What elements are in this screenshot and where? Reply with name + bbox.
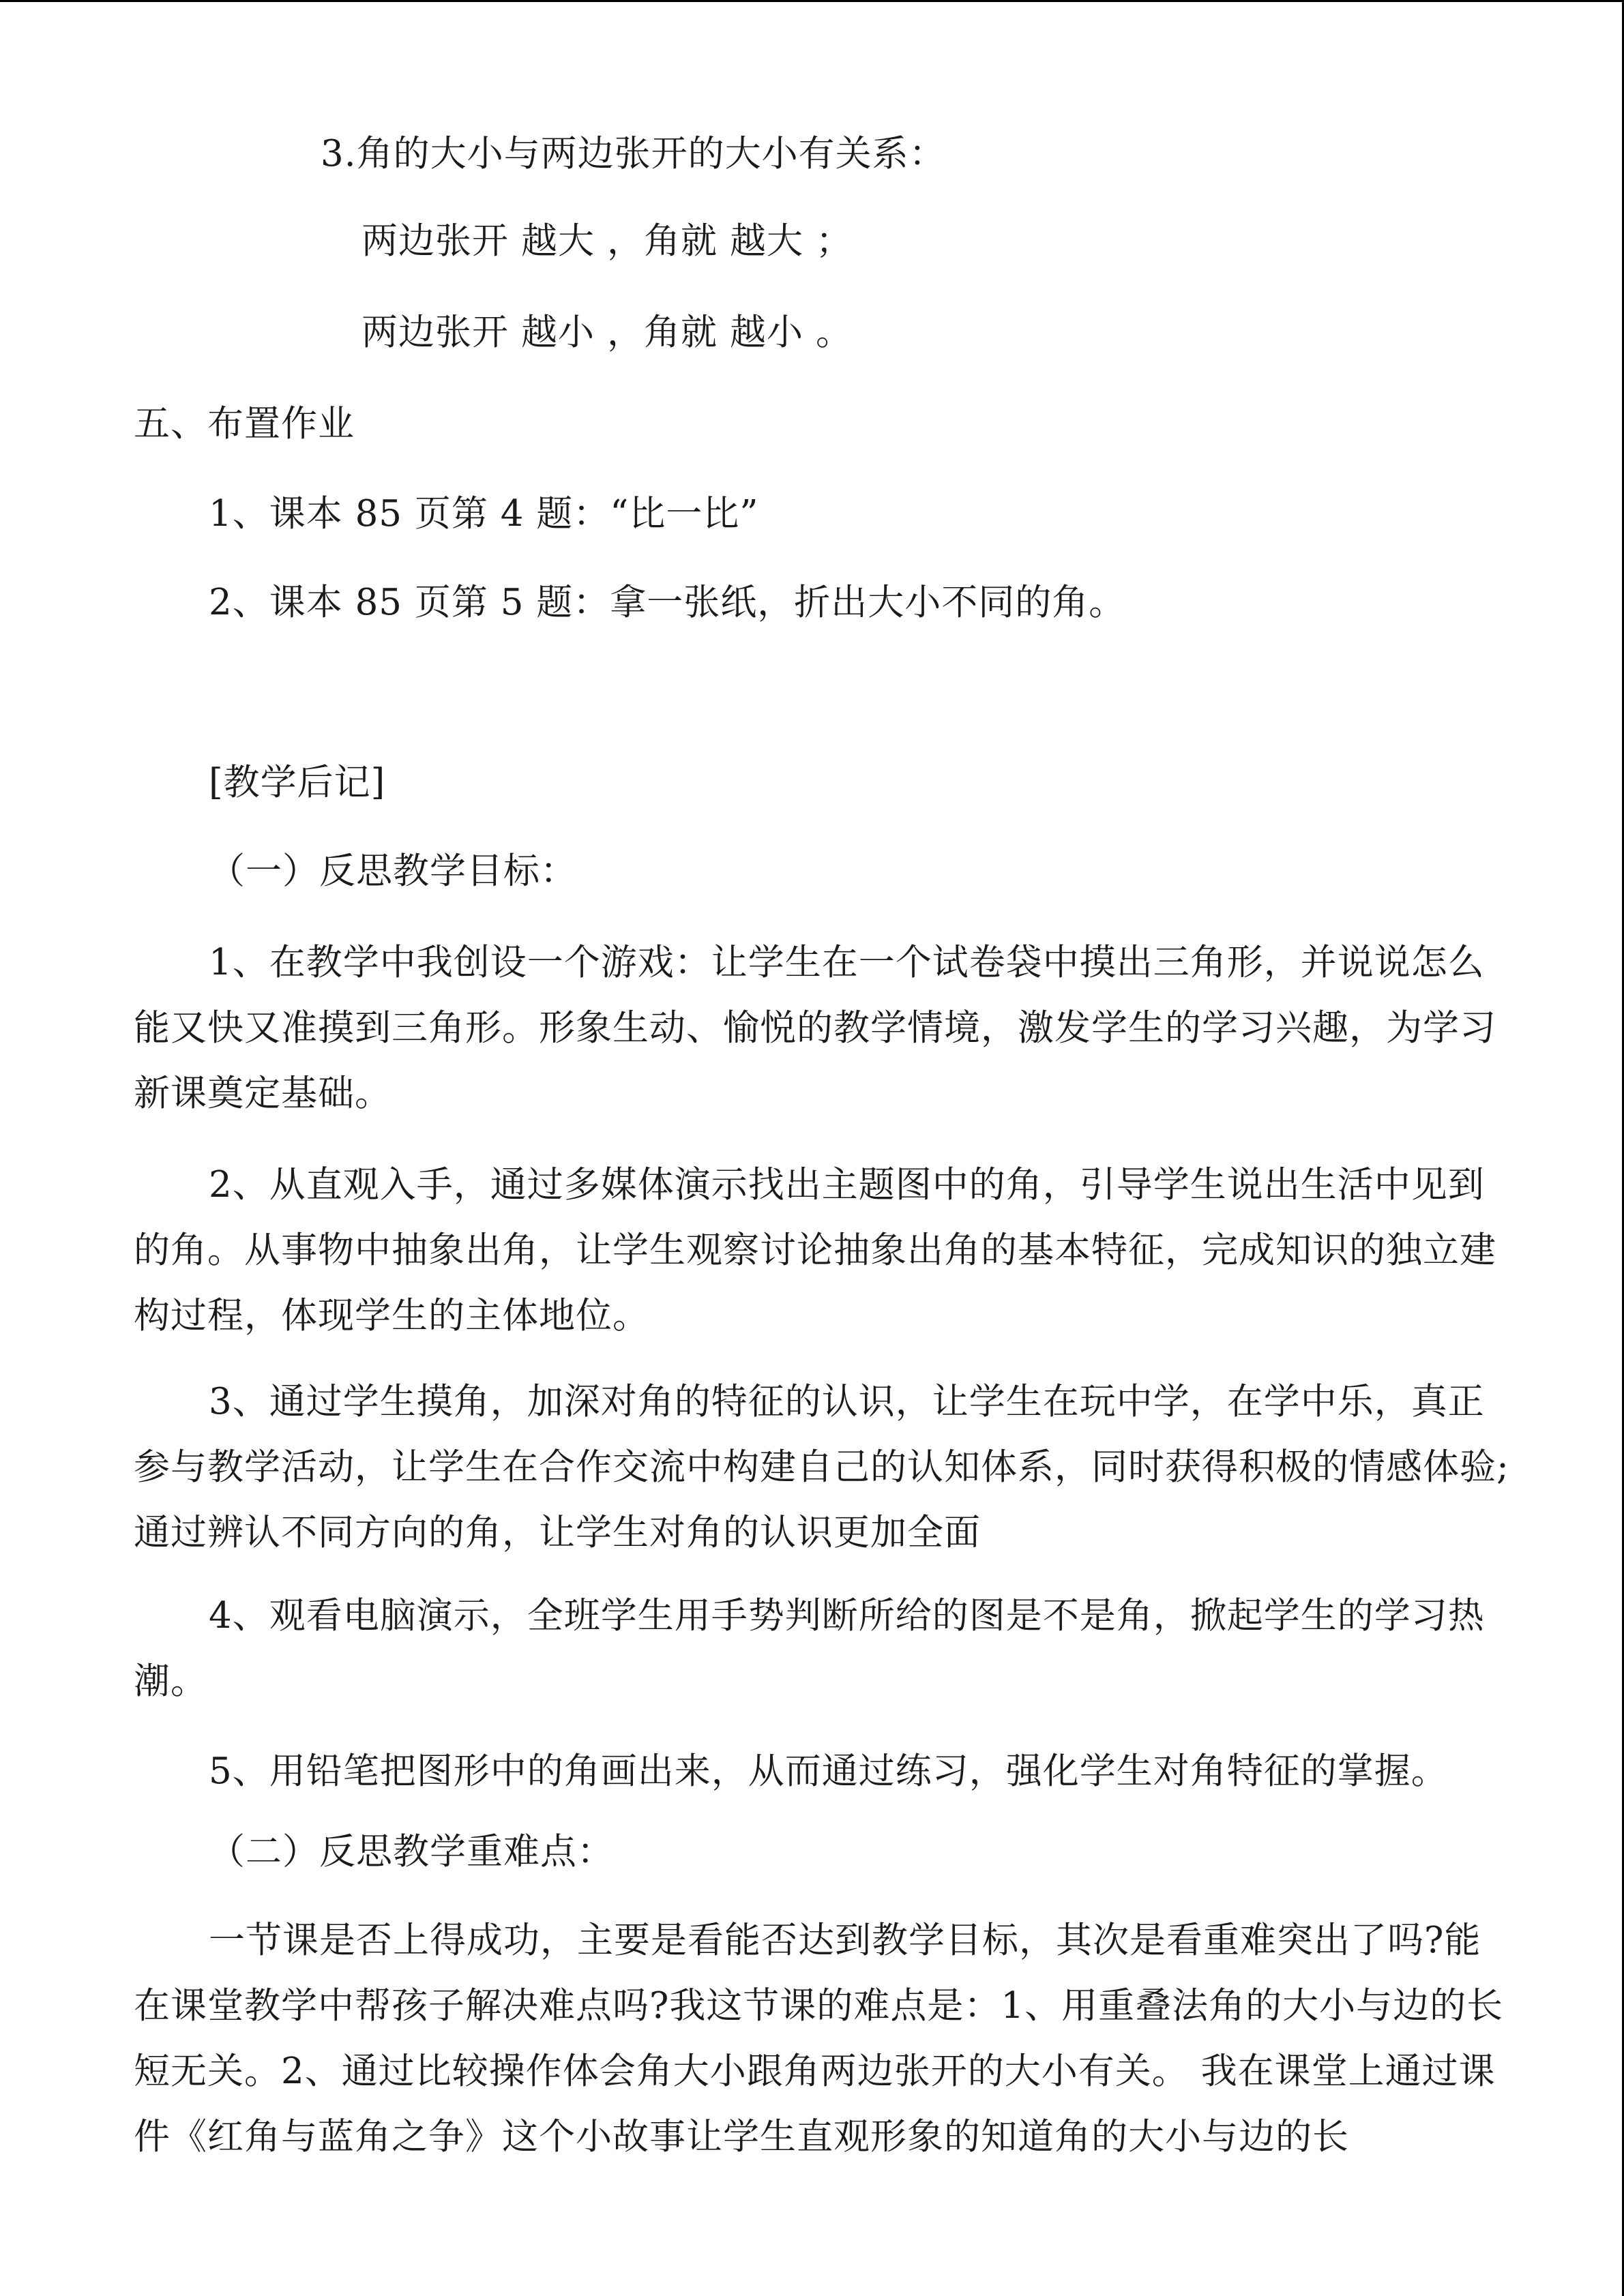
fill-blank: 越大 bbox=[730, 220, 803, 262]
homework-heading: 五、布置作业 bbox=[134, 403, 355, 445]
summary-line-larger bbox=[361, 209, 853, 274]
reflection-paragraph: 1、在教学中我创设一个游戏：让学生在一个试卷袋中摸出三角形，并说说怎么能又快又准摸到三角形。形象生动、愉悦的教学情境，激发学生的学习兴趣，为学习新课奠定基础。 bbox=[134, 942, 1496, 1114]
line-prefix: 两边张开 bbox=[361, 312, 509, 353]
summary-point-3: 3.角的大小与两边张开的大小有关系： bbox=[321, 133, 946, 175]
homework-item: 2、课本 85 页第 5 题：拿一张纸，折出大小不同的角。 bbox=[209, 582, 1126, 623]
reflection-paragraph: 4、观看电脑演示，全班学生用手势判断所给的图是不是角，掀起学生的学习热潮。 bbox=[134, 1595, 1485, 1702]
line-prefix: 两边张开 bbox=[361, 220, 509, 262]
fill-blank: 越小 bbox=[521, 312, 595, 353]
line-middle: ，角就 bbox=[607, 220, 718, 262]
summary-line-smaller bbox=[361, 300, 853, 366]
reflection-paragraph: 5、用铅笔把图形中的角画出来，从而通过练习，强化学生对角特征的掌握。 bbox=[209, 1750, 1448, 1792]
reflection-paragraph: 2、从直观入手，通过多媒体演示找出主题图中的角，引导学生说出生活中见到的角。从事物中抽象出角，让学生观察讨论抽象出角的基本特征，完成知识的独立建构过程，体现学生的主体地位。 bbox=[134, 1164, 1496, 1337]
homework-item: 1、课本 85 页第 4 题：“比一比” bbox=[209, 493, 759, 535]
fill-blank: 越大 bbox=[521, 220, 595, 262]
postscript-title: [教学后记] bbox=[209, 762, 386, 803]
reflection-paragraph: 一节课是否上得成功，主要是看能否达到教学目标，其次是看重难突出了吗?能在课堂教学中帮孩子解决难点吗?我这节课的难点是：1、用重叠法角的大小与边的长短无关。2、通过比较操作体会角大小跟角两边张开的大小有关。 我在课堂上通过课件《红角与蓝角之争》这个小故事让学生直观形象的知道角的大小与边的长 bbox=[134, 1920, 1504, 2158]
section-heading: （二）反思教学重难点： bbox=[209, 1831, 614, 1873]
line-middle: ，角就 bbox=[607, 312, 718, 353]
line-suffix: 。 bbox=[816, 312, 853, 353]
section-heading: （一）反思教学目标： bbox=[209, 850, 577, 892]
line-suffix: ； bbox=[816, 220, 853, 262]
fill-blank: 越小 bbox=[730, 312, 803, 353]
reflection-paragraph: 3、通过学生摸角，加深对角的特征的认识，让学生在玩中学，在学中乐，真正参与教学活动，让学生在合作交流中构建自己的认知体系，同时获得积极的情感体验;通过辨认不同方向的角，让学生对角的认识更加全面 bbox=[134, 1381, 1509, 1553]
